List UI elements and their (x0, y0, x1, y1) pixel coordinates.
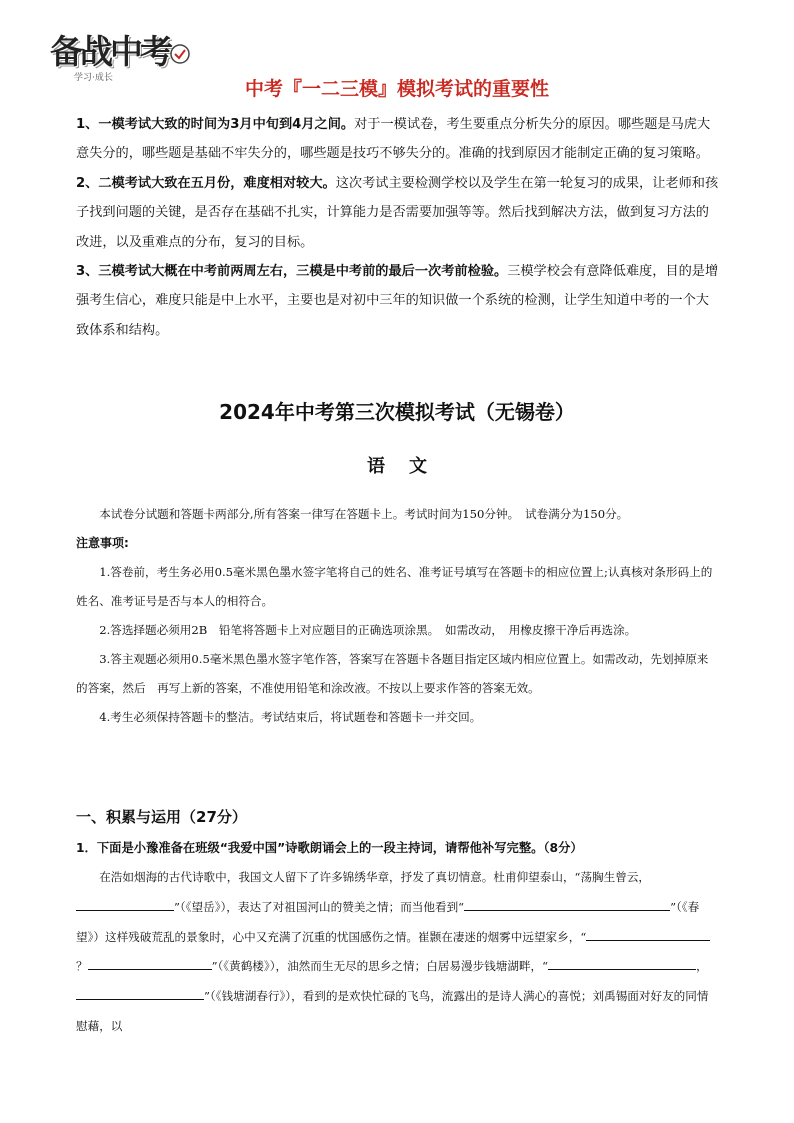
logo-mark-icon (168, 42, 192, 66)
question-1: 1．下面是小豫准备在班级“我爱中国”诗歌朗诵会上的一段主持词，请帮他补写完整。（8分） (76, 841, 583, 855)
answer-blank[interactable] (572, 898, 670, 911)
promo-title: 中考『一二三模』模拟考试的重要性 (244, 78, 549, 100)
answer-blank[interactable] (464, 898, 572, 911)
section-heading: 一、积累与运用（27分） (76, 808, 247, 826)
answer-blank[interactable] (76, 987, 204, 1000)
passage-text: 在浩如烟海的古代诗歌中，我国文人留下了许多锦绣华章，抒发了真切情意。杜甫仰望泰山，“荡胸生曾云，”（《望岳》），表达了对祖国河山的赞美之情；而当他看到“ ”（《春望》）这样残破荒乱的景象时，心中又充满了沉重的忧国感伤之情。崔颢在凄迷的烟雾中远望家乡，“？ ”（《黄鹤楼》），油然而生无尽的思乡之情；白居易漫步钱塘湖畔，“ ，”（《钱塘湖春行》），看到的是欢快忙碌的飞鸟，流露出的是诗人满心的喜悦；刘禹锡面对好友的同情慰藉，以 (76, 870, 709, 1033)
answer-blank[interactable] (548, 957, 696, 970)
promo-body (76, 110, 720, 345)
note-item: 4.考生必须保持答题卡的整洁。考试结束后，将试题卷和答题卡一并交回。 (99, 710, 482, 724)
note-item: 1.答卷前，考生务必用0.5毫米黑色墨水签字笔将自己的姓名、准考证号填写在答题卡的相应位置上;认真核对条形码上的姓名、准考证号是否与本人的相符合。 (76, 565, 713, 608)
exam-title: 2024年中考第三次模拟考试（无锡卷） (219, 400, 575, 424)
exam-notes (76, 500, 718, 732)
subject-title: 语文 (367, 456, 451, 477)
answer-blank[interactable] (88, 957, 212, 970)
note-item: 3.答主观题必须用0.5毫米黑色墨水签字笔作答，答案写在答题卡各题目指定区域内相应位置上。如需改动，先划掉原来的答案，然后 再写上新的答案，不准使用铅笔和涂改液。不按以上要求作答的答案无效。 (76, 652, 709, 695)
notes-heading: 注意事项: (76, 536, 129, 550)
question-1-passage (76, 863, 720, 1042)
promo-item: 3、三模考试大概在中考前两周左右，三模是中考前的最后一次考前检验。三模学校会有意降低难度，目的是增强考生信心，难度只能是中上水平，主要也是对初中三年的知识做一个系统的检测，让学生知道中考的一个大致体系和结构。 (76, 264, 719, 338)
answer-blank[interactable] (76, 898, 174, 911)
exam-intro: 本试卷分试题和答题卡两部分,所有答案一律写在答题卡上。考试时间为150分钟。 试卷满分为150分。 (99, 507, 629, 521)
logo-subtext: 学习·成长 (74, 73, 113, 83)
promo-item: 1、一模考试大致的时间为3月中旬到4月之间。对于一模试卷，考生要重点分析失分的原因。哪些题是马虎大意失分的，哪些题是基础不牢失分的，哪些题是技巧不够失分的。准确的找到原因才能制定正确的复习策略。 (76, 117, 711, 162)
promo-item: 2、二模考试大致在五月份，难度相对较大。这次考试主要检测学校以及学生在第一轮复习的成果，让老师和孩子找到问题的关键，是否存在基础不扎实，计算能力是否需要加强等等。然后找到解决方法，做到复习方法的改进，以及重难点的分布，复习的目标。 (76, 175, 719, 250)
note-item: 2.答选择题必须用2B 铅笔将答题卡上对应题目的正确选项涂黑。 如需改动， 用橡皮擦干净后再选涂。 (99, 623, 637, 637)
logo-text: 备战中考 (50, 32, 170, 71)
answer-blank[interactable] (586, 928, 710, 941)
